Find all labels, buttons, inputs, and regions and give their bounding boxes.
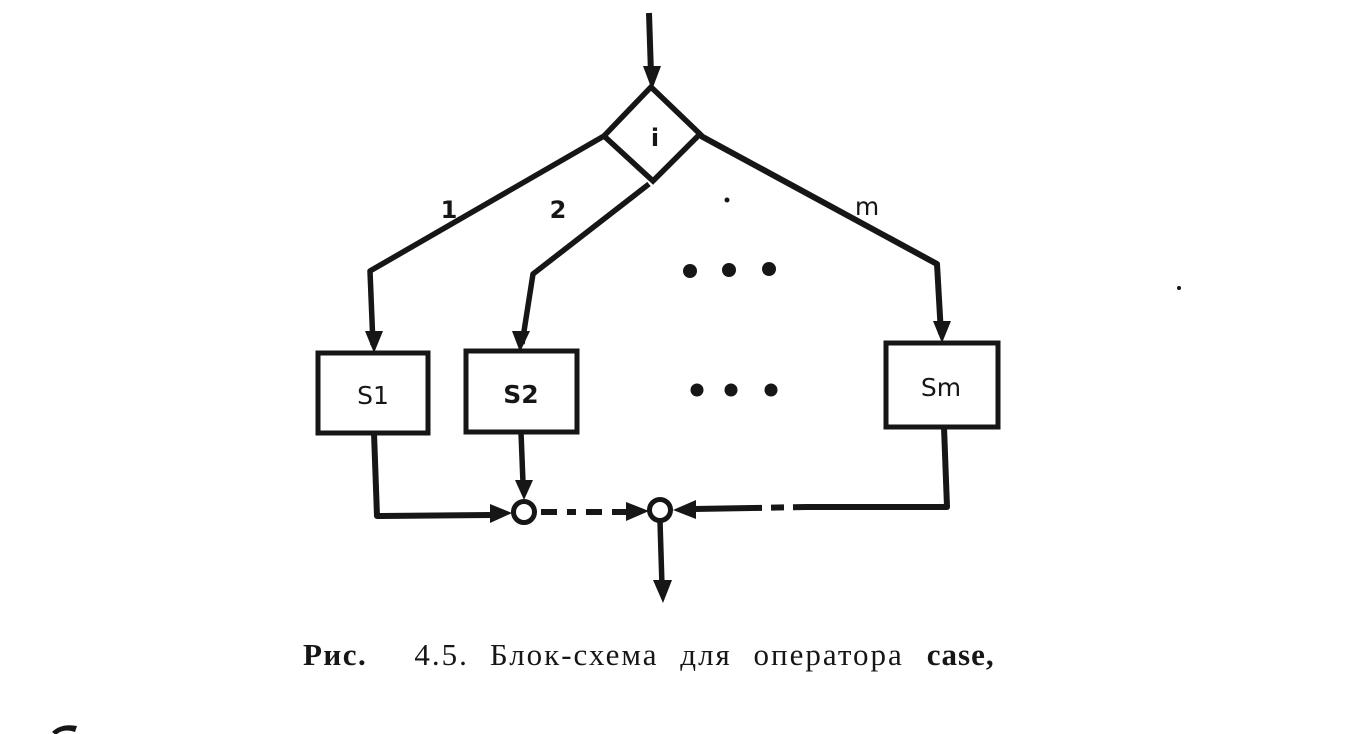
exit-arrow — [653, 521, 672, 603]
branch-2-label: 2 — [549, 196, 567, 224]
branch-m-arrowhead-icon — [933, 321, 951, 343]
exit-arrowhead-icon — [653, 580, 672, 603]
branch-m-label: m — [854, 192, 880, 221]
merge-connector-circle-1 — [514, 502, 535, 523]
ellipsis-dot — [722, 263, 736, 277]
branch-2-line — [522, 184, 649, 344]
sm-output-line — [806, 427, 947, 507]
caption-keyword: case, — [926, 637, 995, 672]
ellipsis-middle — [691, 384, 778, 397]
s2-output-path — [515, 432, 533, 500]
decision-label: i — [650, 124, 660, 152]
merge-link-dashed — [541, 502, 649, 521]
s2-output-line — [521, 432, 523, 483]
s2-arrowhead-icon — [515, 480, 533, 500]
caption-figure-number: 4.5. — [414, 637, 469, 672]
branch-1-arrowhead-icon — [365, 331, 383, 353]
entry-arrow-line — [649, 13, 651, 74]
ellipsis-dot — [762, 262, 776, 276]
ellipsis-dot — [683, 264, 697, 278]
sm-output-path — [673, 427, 947, 519]
process-box-sm — [886, 343, 998, 427]
branch-2 — [512, 184, 649, 352]
process-box-s1-label: S1 — [357, 381, 389, 410]
caption-text: Блок-схема для оператора — [489, 637, 904, 672]
branch-1-line — [370, 136, 604, 345]
s1-arrowhead-icon — [490, 504, 512, 523]
sm-output-dashed-line — [752, 507, 806, 508]
sm-arrowhead-icon — [673, 500, 696, 519]
entry-arrow — [643, 13, 661, 90]
merge-link-arrowhead-icon — [626, 502, 649, 521]
merge-connector-circle-2 — [650, 500, 671, 521]
ellipsis-upper — [683, 262, 776, 278]
process-box-s2 — [466, 351, 577, 432]
ellipsis-dot — [765, 384, 778, 397]
sm-output-solid-line — [694, 508, 752, 509]
s1-output-line — [374, 433, 490, 516]
process-box-s2-label: S2 — [503, 380, 539, 409]
caption-figure-label: Рис. — [303, 637, 368, 672]
s1-output-path — [374, 433, 512, 523]
process-box-s1 — [318, 353, 428, 433]
ellipsis-dot — [725, 384, 738, 397]
process-box-sm-label: Sm — [920, 373, 962, 402]
branch-m — [701, 136, 951, 343]
branch-1-label: 1 — [440, 196, 458, 224]
scan-speck — [725, 198, 730, 203]
branch-m-line — [701, 136, 941, 334]
figure-caption — [303, 638, 995, 672]
exit-arrow-line — [660, 521, 662, 586]
ellipsis-dot — [691, 384, 704, 397]
scan-speck — [1177, 286, 1181, 290]
stray-ink-mark — [52, 725, 77, 734]
